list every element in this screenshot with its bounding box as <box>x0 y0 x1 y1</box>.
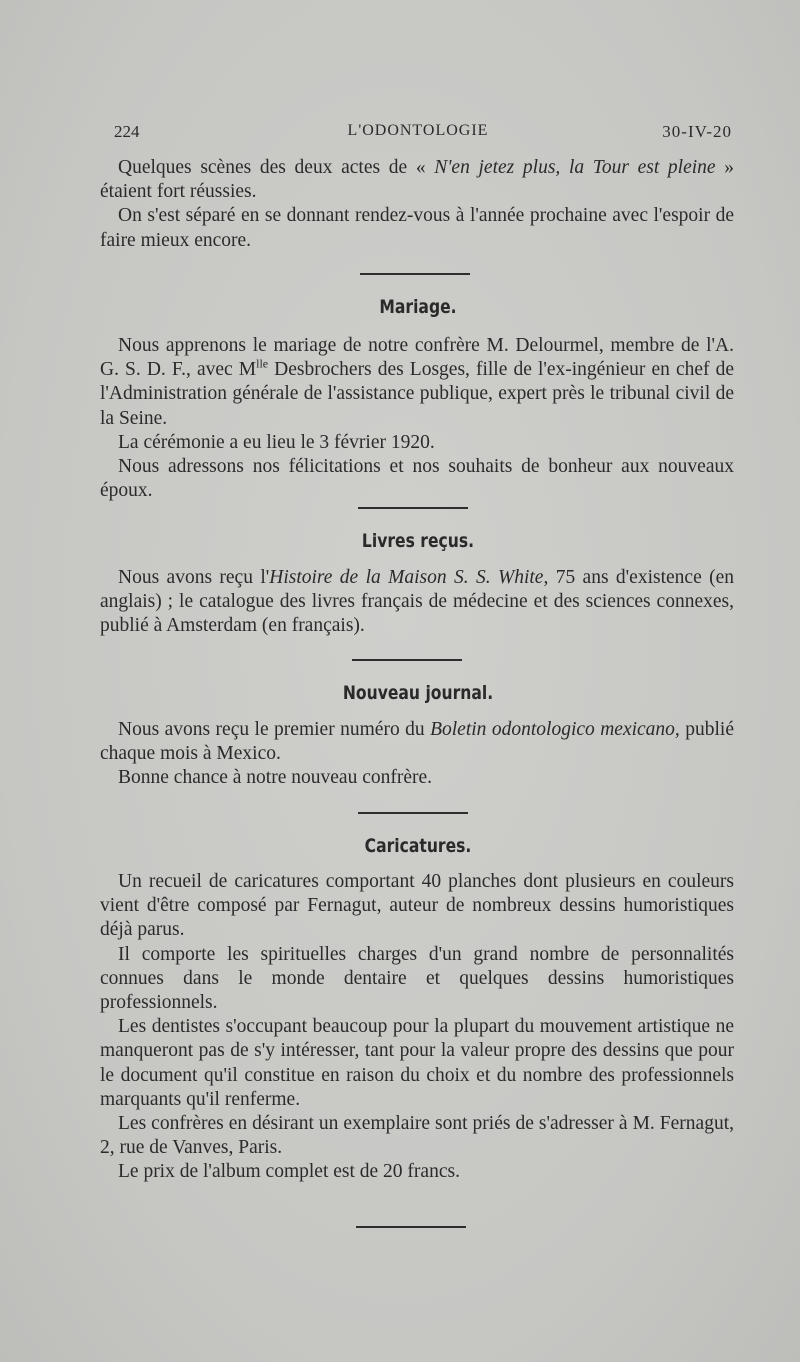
section-divider <box>352 659 462 661</box>
section-heading-caricatures: Caricatures. <box>364 835 472 857</box>
intro-paragraph-2: On s'est séparé en se donnant rendez-vous à l'année prochaine avec l'espoir de faire mieux encore. <box>100 205 734 251</box>
caricatures-paragraph-3: Les dentistes s'occupant beaucoup pour la plupart du mouvement artistique ne manqueront pas de s'y intéresser, tant pour la valeur propre des dessins que pour le document qu'il constitue en raison du choix et du nombre des professionnels marquants qu'il renferme. <box>100 1016 734 1110</box>
caricatures-paragraph-2: Il comporte les spirituelles charges d'un grand nombre de personnalités connues dans le monde dentaire et quelques dessins humoristiques professionnels. <box>100 943 734 1014</box>
issue-date: 30-IV-20 <box>662 122 732 141</box>
intro-section <box>100 156 734 253</box>
mariage-section <box>100 334 734 503</box>
journal-paragraph-1: Nous avons reçu le premier numéro du Boletin odontologico mexicano, publié chaque mois à Mexico. <box>100 719 734 765</box>
section-heading-mariage: Mariage. <box>379 296 457 318</box>
livres-section <box>100 566 734 639</box>
section-heading-journal: Nouveau journal. <box>342 682 494 704</box>
journal-title: L'ODONTOLOGIE <box>347 122 489 139</box>
mariage-paragraph-3: Nous adressons nos félicitations et nos souhaits de bonheur aux nouveaux époux. <box>100 456 734 502</box>
journal-paragraph-2: Bonne chance à notre nouveau confrère. <box>118 767 433 789</box>
revue-title: N'en jetez plus, la Tour est pleine <box>434 157 716 178</box>
book-title: Histoire de la Maison S. S. White, <box>269 567 549 588</box>
section-divider <box>358 812 468 814</box>
section-divider <box>360 273 470 275</box>
journal-name: Boletin odontologico mexicano, <box>430 719 680 740</box>
section-divider <box>356 1226 466 1228</box>
page-number: 224 <box>114 122 140 141</box>
intro-paragraph-1: Quelques scènes des deux actes de « N'en jetez plus, la Tour est pleine » étaient fort réussies. <box>100 157 734 203</box>
caricatures-section <box>100 870 734 1185</box>
running-header <box>100 122 736 146</box>
caricatures-paragraph-1: Un recueil de caricatures comportant 40 planches dont plusieurs en couleurs vient d'être composé par Fernagut, auteur de nombreux dessins humoristiques déjà parus. <box>100 871 734 941</box>
journal-section <box>100 718 734 791</box>
mariage-paragraph-2: La cérémonie a eu lieu le 3 février 1920. <box>118 431 435 453</box>
livres-paragraph-1: Nous avons reçu l'Histoire de la Maison S. S. White, 75 ans d'existence (en anglais) ; le catalogue des livres français de médecine et des sciences connexes, publié à Amsterdam (en français). <box>100 567 734 637</box>
caricatures-paragraph-4: Les confrères en désirant un exemplaire sont priés de s'adresser à M. Fernagut, 2, rue de Vanves, Paris. <box>100 1113 734 1159</box>
section-heading-livres: Livres reçus. <box>361 530 475 552</box>
mariage-paragraph-1: Nous apprenons le mariage de notre confrère M. Delourmel, membre de l'A. G. S. D. F., avec $M^{lle}$ Desbrochers des Losges, fille de l'ex-ingénieur en chef de l'Administration générale de l'assistance publique, expert près le tribunal civil de la Seine. <box>100 335 734 429</box>
section-divider <box>358 507 468 509</box>
caricatures-paragraph-5: Le prix de l'album complet est de 20 francs. <box>118 1161 460 1183</box>
